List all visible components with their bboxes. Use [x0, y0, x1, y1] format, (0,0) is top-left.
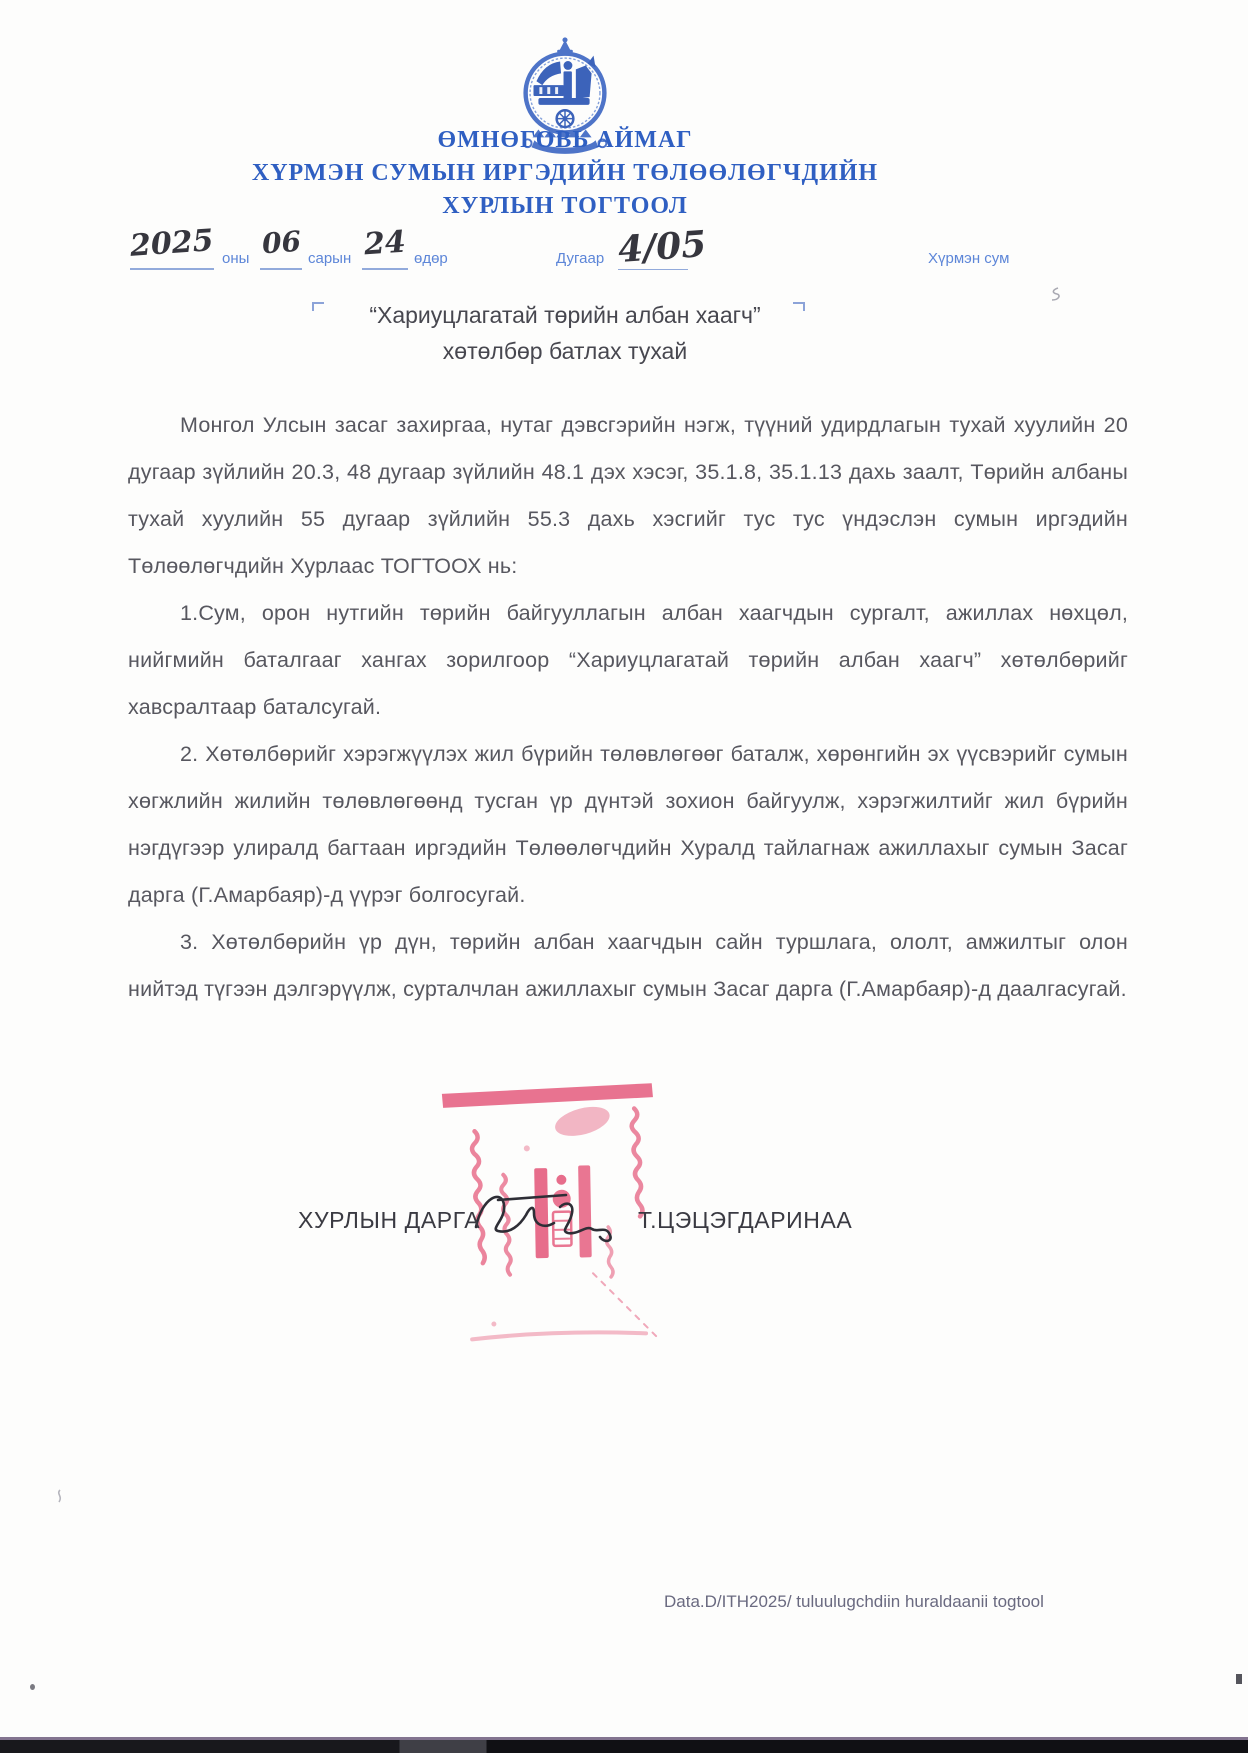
- number-field: [616, 222, 708, 272]
- month-label: сарын: [308, 250, 352, 267]
- scan-edge-bar: [0, 1740, 1248, 1753]
- day-handwritten: 24: [362, 224, 408, 263]
- letterhead: [0, 124, 1130, 223]
- scan-artifact: [30, 1684, 35, 1690]
- day-label: өдөр: [414, 250, 448, 267]
- month-field: [260, 226, 302, 270]
- preamble-paragraph: Монгол Улсын засаг захиргаа, нутаг дэвсгэрийн нэгж, түүний удирдлагын тухай хуулийн 20 дугаар зүйлийн 20.3, 48 дугаар зүйлийн 48.1 дэх хэсэг, 35.1.8, 35.1.13 дахь заалт, Төрийн албаны тухай хуулийн 55 дугаар зүйлийн 55.3 дахь хэсгийг тус тус үндэслэн сумын иргэдийн Төлөөлөгчдийн Хурлаас ТОГТООХ нь:: [128, 413, 1128, 578]
- signature-scribble: [468, 1183, 628, 1245]
- signer-name: Т.ЦЭЦЭГДАРИНАА: [638, 1207, 853, 1233]
- letterhead-organization: ХҮРМЭН СУМЫН ИРГЭДИЙН ТӨЛӨӨЛӨГЧДИЙН: [251, 160, 879, 186]
- place-label: Хүрмэн сум: [928, 250, 1010, 267]
- month-handwritten: 06: [260, 224, 302, 261]
- signer-role: ХУРЛЫН ДАРГА: [298, 1207, 481, 1233]
- year-field: [129, 223, 215, 270]
- day-field: [362, 226, 408, 270]
- year-label: оны: [222, 250, 250, 267]
- resolution-title-line1: “Хариуцлагатай төрийн албан хаагч”: [369, 302, 761, 328]
- resolution-title: [0, 297, 1130, 369]
- letterhead-aimag: ӨМНӨГОВЬ АЙМАГ: [437, 127, 693, 153]
- date-number-line: [0, 222, 1248, 290]
- number-label: Дугаар: [556, 250, 605, 267]
- scan-artifact: [1048, 286, 1062, 302]
- clause-2: 2. Хөтөлбөрийг хэрэгжүүлэх жил бүрийн төлөвлөгөөг баталж, хөрөнгийн эх үүсвэрийг сумын хөгжлийн жилийн төлөвлөгөөнд тусган үр дүнтэй зохион байгуулж, хэрэгжилтийг жил бүрийн нэгдүгээр улиралд багтаан иргэдийн Төлөөлөгчдийн Хуралд тайлагнаж ажиллахыг сумын Засаг дарга (Г.Амарбаяр)-д үүрэг болгосугай.: [128, 742, 1128, 907]
- resolution-body: [128, 402, 1128, 1013]
- scan-artifact: [1236, 1674, 1242, 1684]
- number-handwritten: 4/05: [616, 222, 708, 272]
- clause-3: 3. Хөтөлбөрийн үр дүн, төрийн албан хаагчдын сайн туршлага, ололт, амжилтыг олон нийтэд түгээн дэлгэрүүлж, сурталчлан ажиллахыг сумын Засаг дарга (Г.Амарбаяр)-д даалгасугай.: [128, 930, 1128, 1001]
- scan-artifact: [54, 1488, 66, 1504]
- file-reference: Data.D/ITH2025/ tuluulugchdiin huraldaanii togtool: [664, 1592, 1044, 1611]
- clause-1: 1.Сум, орон нутгийн төрийн байгууллагын албан хаагчдын сургалт, ажиллах нөхцөл, нийгмийн баталгааг хангах зорилгоор “Хариуцлагатай төрийн албан хаагч” хөтөлбөрийг хавсралтаар баталсугай.: [128, 601, 1128, 719]
- year-handwritten: 2025: [129, 223, 215, 264]
- resolution-title-line2: хөтөлбөр батлах тухай: [442, 338, 688, 364]
- letterhead-doc-type: ХУРЛЫН ТОГТООЛ: [442, 193, 688, 219]
